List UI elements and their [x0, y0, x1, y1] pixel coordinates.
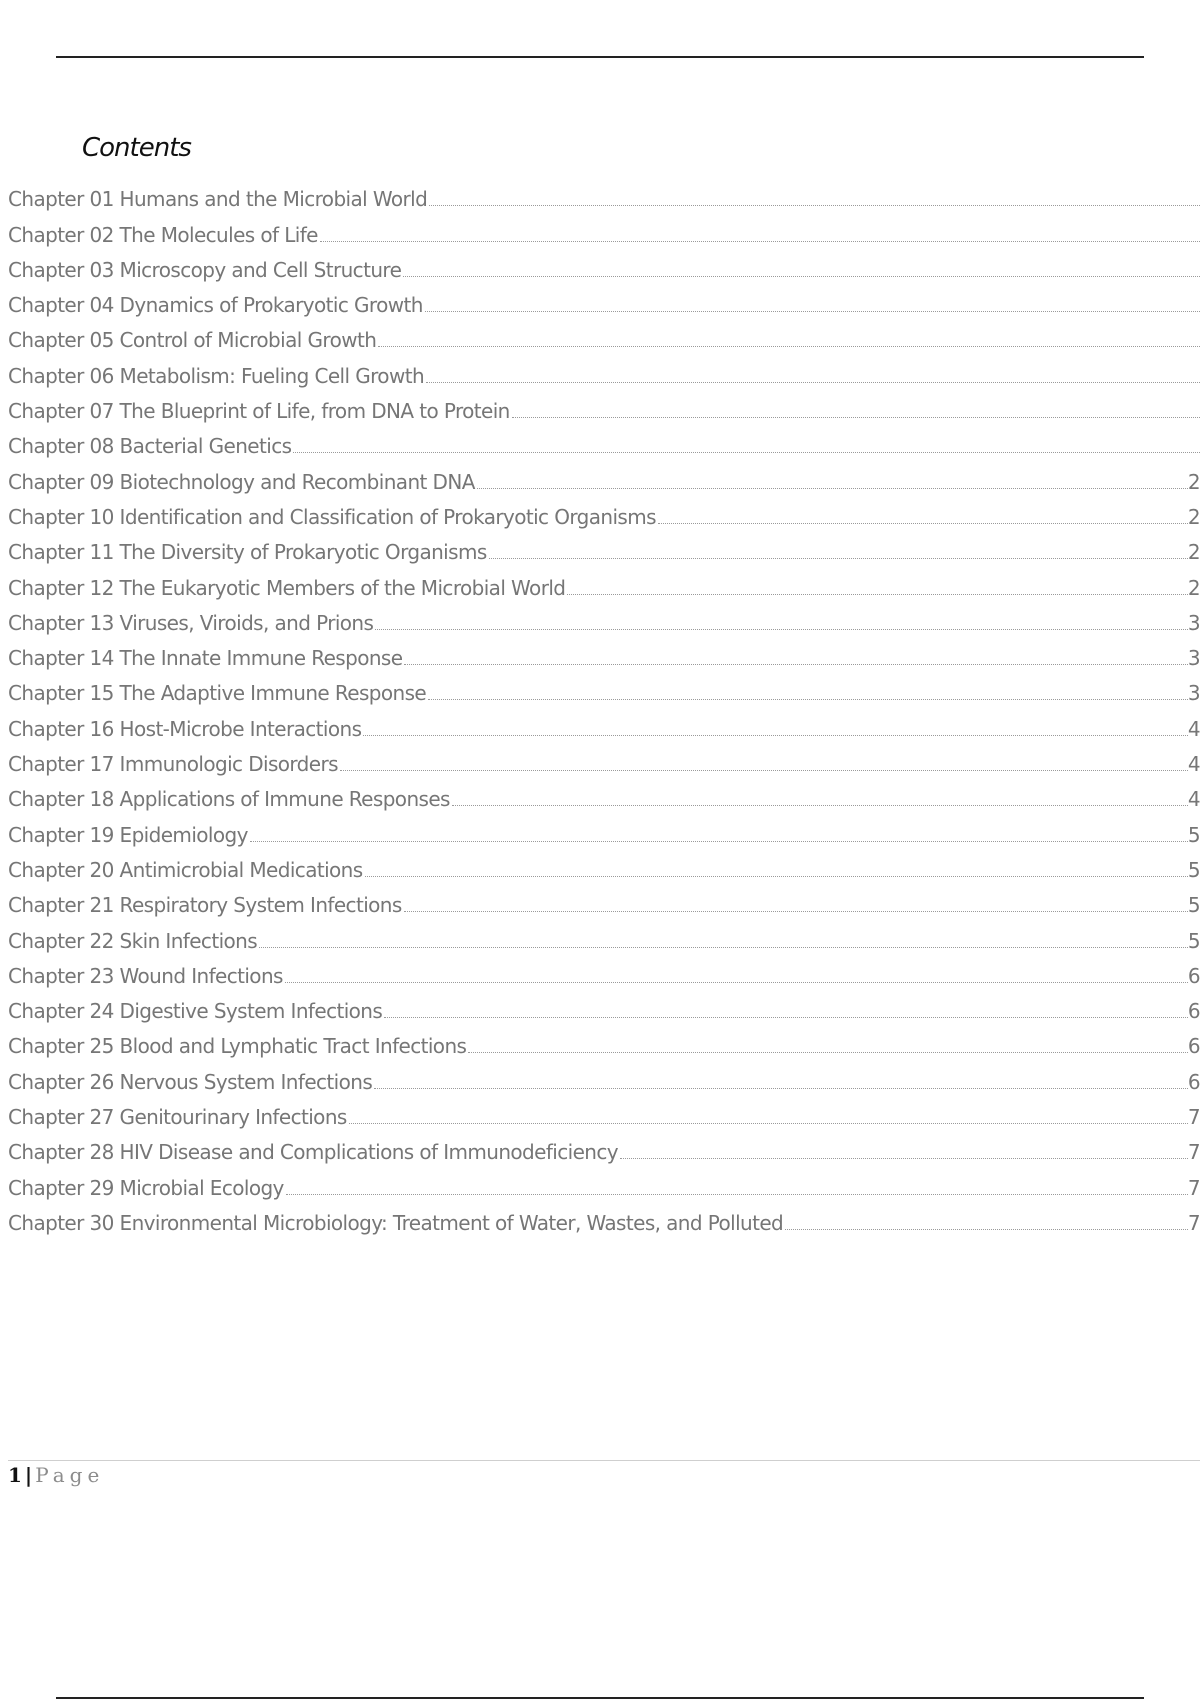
dot-leader [452, 805, 1188, 806]
chapter-number: Chapter 17 [8, 752, 114, 777]
chapter-number: Chapter 13 [8, 610, 114, 635]
dot-leader [340, 770, 1188, 771]
chapter-page-number: 3 [1187, 681, 1200, 706]
chapter-number: Chapter 18 [8, 787, 114, 812]
chapter-page-number: 4 [1187, 787, 1200, 812]
toc-entry-text [8, 999, 382, 1027]
chapter-title: Digestive System Infections [119, 999, 383, 1024]
toc-entry-text [8, 540, 487, 568]
toc-entry-text [8, 611, 373, 639]
dot-leader [285, 982, 1188, 983]
toc-entry[interactable] [8, 674, 1200, 709]
chapter-page-number: 5 [1187, 928, 1200, 953]
toc-entry[interactable] [8, 921, 1200, 956]
toc-entry-text [8, 1070, 372, 1098]
chapter-title: Immunologic Disorders [119, 752, 338, 777]
toc-entry[interactable] [8, 604, 1200, 639]
toc-entry[interactable] [8, 639, 1200, 674]
chapter-title: Environmental Microbiology: Treatment of Water, Wastes, and Polluted [119, 1210, 784, 1235]
toc-entry-text [8, 187, 427, 215]
dot-leader [293, 452, 1200, 453]
dot-leader [658, 523, 1188, 524]
chapter-number: Chapter 04 [8, 293, 114, 318]
toc-entry-text [8, 1176, 284, 1204]
chapter-title: Control of Microbial Growth [119, 328, 377, 353]
chapter-page-number: 4 [1187, 716, 1200, 741]
chapter-title: HIV Disease and Complications of Immunodeficiency [119, 1140, 619, 1165]
chapter-number: Chapter 11 [8, 540, 114, 565]
toc-entry[interactable] [8, 356, 1200, 391]
chapter-title: Applications of Immune Responses [119, 787, 450, 812]
toc-entry-text [8, 929, 257, 957]
toc-entry[interactable] [8, 709, 1200, 744]
toc-entry[interactable] [8, 392, 1200, 427]
toc-entry[interactable] [8, 886, 1200, 921]
chapter-title: Dynamics of Prokaryotic Growth [119, 293, 423, 318]
chapter-title: Metabolism: Fueling Cell Growth [119, 363, 425, 388]
chapter-number: Chapter 02 [8, 222, 114, 247]
dot-leader [620, 1158, 1188, 1159]
toc-entry[interactable] [8, 780, 1200, 815]
toc-entry[interactable] [8, 1027, 1200, 1062]
chapter-title: Wound Infections [119, 963, 283, 988]
chapter-number: Chapter 22 [8, 928, 114, 953]
toc-entry[interactable] [8, 286, 1200, 321]
chapter-page-number: 7 [1187, 1105, 1200, 1130]
chapter-title: The Blueprint of Life, from DNA to Protein [119, 399, 510, 424]
dot-leader [512, 417, 1200, 418]
toc-entry-text [8, 752, 338, 780]
toc-entry[interactable] [8, 1062, 1200, 1097]
dot-leader [378, 346, 1200, 347]
chapter-number: Chapter 05 [8, 328, 114, 353]
toc-entry-text [8, 1140, 618, 1168]
dot-leader [384, 1017, 1188, 1018]
chapter-title: The Eukaryotic Members of the Microbial World [119, 575, 566, 600]
chapter-title: The Adaptive Immune Response [119, 681, 427, 706]
toc-entry-text [8, 293, 423, 321]
chapter-number: Chapter 16 [8, 716, 114, 741]
dot-leader [403, 276, 1200, 277]
dot-leader [425, 311, 1200, 312]
chapter-title: Antimicrobial Medications [119, 857, 363, 882]
toc-entry[interactable] [8, 462, 1200, 497]
dot-leader [250, 841, 1188, 842]
chapter-title: Biotechnology and Recombinant DNA [119, 469, 475, 494]
chapter-number: Chapter 23 [8, 963, 114, 988]
dot-leader [477, 488, 1188, 489]
toc-entry-text [8, 823, 248, 851]
dot-leader [468, 1052, 1188, 1053]
toc-entry-text [8, 964, 283, 992]
chapter-title: Humans and the Microbial World [119, 187, 428, 212]
toc-entry[interactable] [8, 251, 1200, 286]
toc-entry[interactable] [8, 957, 1200, 992]
toc-entry[interactable] [8, 498, 1200, 533]
toc-entry[interactable] [8, 1168, 1200, 1203]
chapter-title: Blood and Lymphatic Tract Infections [119, 1034, 467, 1059]
chapter-title: Respiratory System Infections [119, 893, 402, 918]
chapter-page-number: 2 [1187, 540, 1200, 565]
chapter-number: Chapter 28 [8, 1140, 114, 1165]
chapter-page-number: 5 [1187, 822, 1200, 847]
chapter-page-number: 5 [1187, 857, 1200, 882]
chapter-number: Chapter 30 [8, 1210, 114, 1235]
toc-entry-text [8, 576, 565, 604]
chapter-title: The Diversity of Prokaryotic Organisms [119, 540, 487, 565]
chapter-page-number: 5 [1187, 893, 1200, 918]
chapter-title: The Innate Immune Response [119, 646, 403, 671]
chapter-number: Chapter 14 [8, 646, 114, 671]
chapter-title: Bacterial Genetics [119, 434, 292, 459]
toc-entry[interactable] [8, 992, 1200, 1027]
toc-entry[interactable] [8, 1133, 1200, 1168]
dot-leader [426, 382, 1200, 383]
chapter-number: Chapter 29 [8, 1175, 114, 1200]
dot-leader [489, 558, 1188, 559]
dot-leader [429, 205, 1200, 206]
dot-leader [404, 664, 1187, 665]
dot-leader [374, 1088, 1188, 1089]
dot-leader [785, 1229, 1188, 1230]
chapter-number: Chapter 10 [8, 504, 114, 529]
chapter-page-number: 7 [1187, 1175, 1200, 1200]
toc-entry-text [8, 470, 475, 498]
toc-entry[interactable] [8, 533, 1200, 568]
toc-entry-text [8, 434, 291, 462]
chapter-number: Chapter 01 [8, 187, 114, 212]
header-rule [56, 56, 1144, 58]
dot-leader [286, 1194, 1188, 1195]
chapter-title: Epidemiology [119, 822, 248, 847]
toc-entry-text [8, 1211, 783, 1239]
dot-leader [365, 876, 1188, 877]
chapter-page-number: 6 [1187, 999, 1200, 1024]
chapter-number: Chapter 06 [8, 363, 114, 388]
chapter-number: Chapter 15 [8, 681, 114, 706]
chapter-number: Chapter 09 [8, 469, 114, 494]
contents-heading: Contents [82, 133, 191, 163]
toc-entry-text [8, 681, 426, 709]
chapter-number: Chapter 08 [8, 434, 114, 459]
chapter-number: Chapter 25 [8, 1034, 114, 1059]
bottom-rule [56, 1697, 1144, 1699]
toc-entry[interactable] [8, 815, 1200, 850]
chapter-page-number: 4 [1187, 752, 1200, 777]
chapter-title: Skin Infections [119, 928, 258, 953]
dot-leader [349, 1123, 1188, 1124]
toc-entry[interactable] [8, 1098, 1200, 1133]
toc-entry-text [8, 399, 510, 427]
chapter-page-number: 7 [1187, 1140, 1200, 1165]
chapter-title: Microscopy and Cell Structure [119, 257, 402, 282]
toc-entry[interactable] [8, 745, 1200, 780]
dot-leader [320, 241, 1200, 242]
chapter-number: Chapter 24 [8, 999, 114, 1024]
toc-entry-text [8, 893, 402, 921]
footer-rule [8, 1460, 1200, 1461]
toc-entry-text [8, 787, 450, 815]
chapter-title: The Molecules of Life [119, 222, 318, 247]
chapter-number: Chapter 07 [8, 399, 114, 424]
chapter-title: Host-Microbe Interactions [119, 716, 362, 741]
chapter-number: Chapter 19 [8, 822, 114, 847]
toc-entry-text [8, 1034, 466, 1062]
table-of-contents [8, 180, 1200, 1239]
dot-leader [428, 699, 1188, 700]
chapter-page-number: 6 [1187, 963, 1200, 988]
toc-entry[interactable] [8, 1204, 1200, 1239]
dot-leader [375, 629, 1188, 630]
dot-leader [259, 947, 1188, 948]
toc-entry[interactable] [8, 321, 1200, 356]
chapter-page-number: 6 [1187, 1034, 1200, 1059]
chapter-page-number: 3 [1187, 646, 1200, 671]
chapter-page-number: 2 [1187, 504, 1200, 529]
toc-entry[interactable] [8, 180, 1200, 215]
chapter-page-number: 6 [1187, 1069, 1200, 1094]
chapter-page-number: 2 [1187, 469, 1200, 494]
chapter-page-number: 2 [1187, 575, 1200, 600]
toc-entry-text [8, 717, 361, 745]
toc-entry-text [8, 1105, 347, 1133]
chapter-number: Chapter 26 [8, 1069, 114, 1094]
toc-entry-text [8, 858, 363, 886]
chapter-title: Genitourinary Infections [119, 1105, 347, 1130]
toc-entry[interactable] [8, 427, 1200, 462]
chapter-title: Nervous System Infections [119, 1069, 373, 1094]
chapter-title: Identification and Classification of Prokaryotic Organisms [119, 504, 656, 529]
page-label: Page [35, 1463, 105, 1487]
page-footer [8, 1463, 104, 1487]
toc-entry-text [8, 646, 402, 674]
chapter-number: Chapter 20 [8, 857, 114, 882]
dot-leader [567, 594, 1188, 595]
chapter-number: Chapter 03 [8, 257, 114, 282]
toc-entry-text [8, 223, 318, 251]
toc-entry-text [8, 505, 656, 533]
dot-leader [404, 911, 1188, 912]
chapter-title: Microbial Ecology [119, 1175, 284, 1200]
toc-entry-text [8, 328, 376, 356]
page-number: 1 [8, 1463, 22, 1487]
chapter-number: Chapter 12 [8, 575, 114, 600]
chapter-number: Chapter 21 [8, 893, 114, 918]
toc-entry[interactable] [8, 568, 1200, 603]
chapter-title: Viruses, Viroids, and Prions [119, 610, 374, 635]
chapter-number: Chapter 27 [8, 1105, 114, 1130]
footer-separator: | [24, 1463, 33, 1487]
dot-leader [363, 735, 1187, 736]
toc-entry[interactable] [8, 851, 1200, 886]
toc-entry[interactable] [8, 215, 1200, 250]
toc-entry-text [8, 364, 424, 392]
chapter-page-number: 7 [1187, 1210, 1200, 1235]
chapter-page-number: 3 [1187, 610, 1200, 635]
toc-entry-text [8, 258, 401, 286]
